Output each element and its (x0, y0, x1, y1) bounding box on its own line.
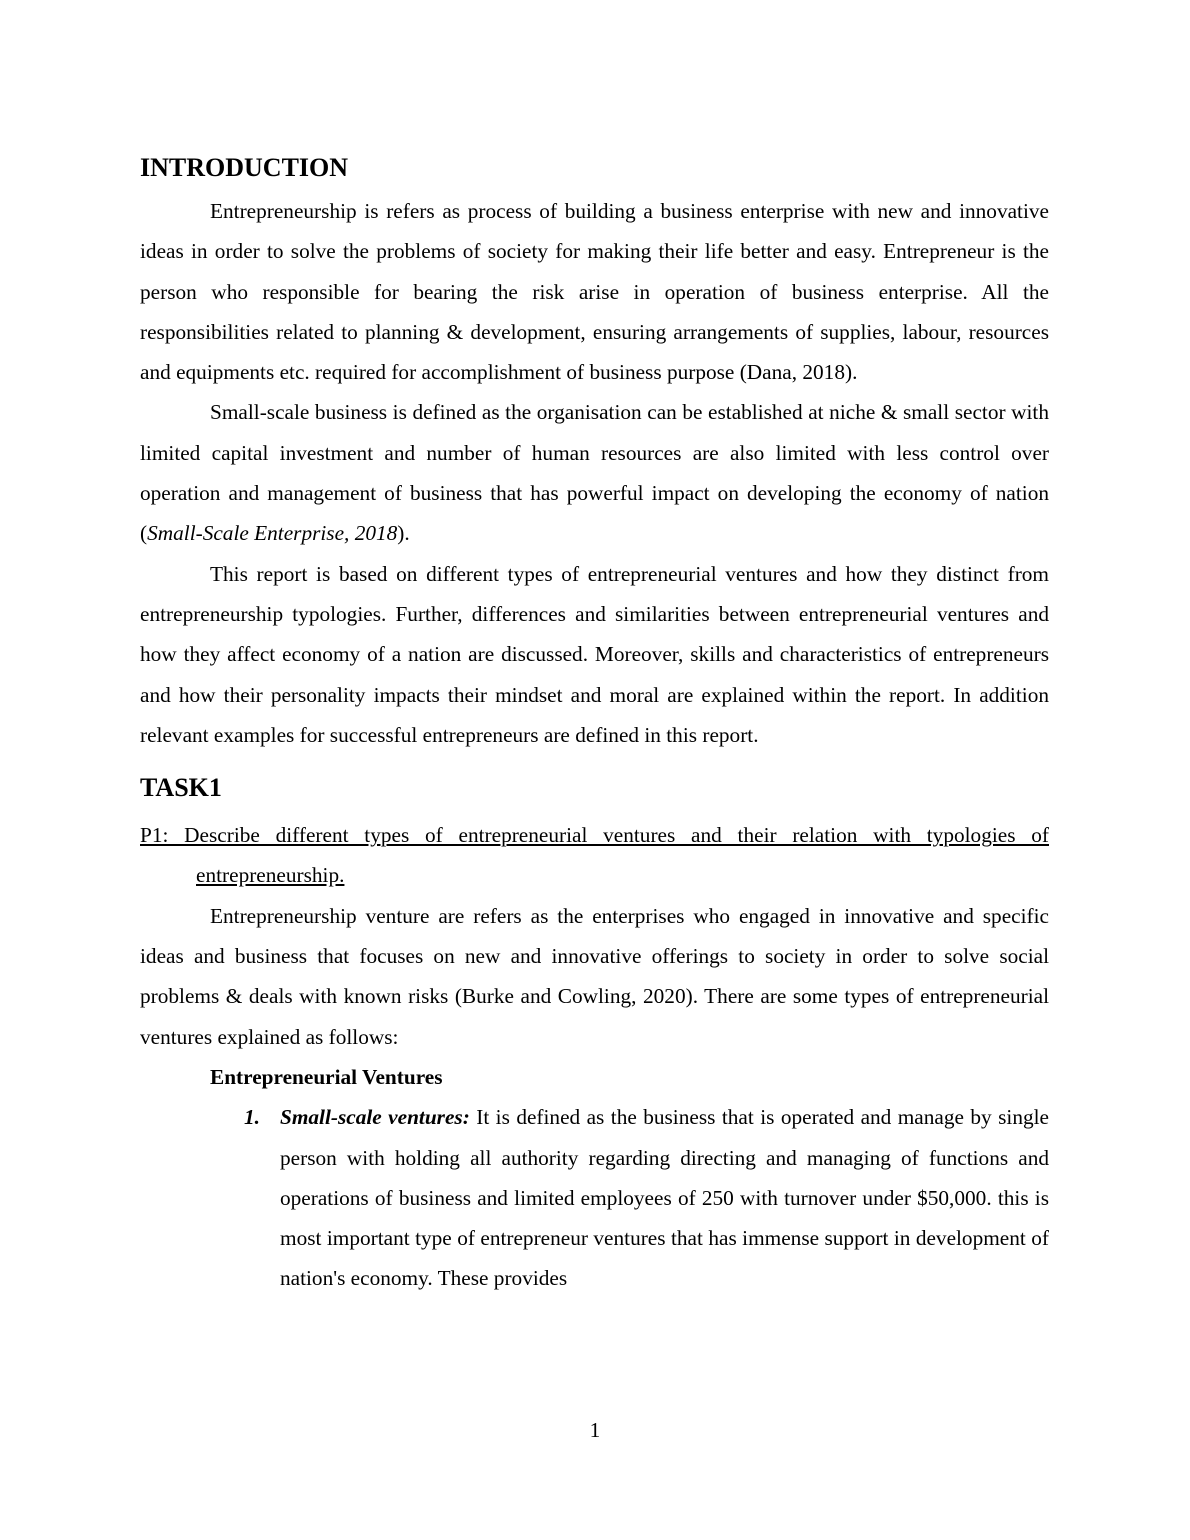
list-item-term: Small-scale ventures: (280, 1105, 470, 1130)
list-item (140, 1097, 1049, 1298)
document-page (140, 148, 1049, 1299)
intro-paragraph-2-text: Small-scale business is defined as the organisation can be established at niche & small sector with limited capital investment and number of human resources are also limited with less control over operation and management of business that has powerful impact on developing the economy of nation ( (140, 400, 1049, 546)
ventures-heading: Entrepreneurial Ventures (210, 1064, 443, 1089)
intro-paragraph-3: This report is based on different types of entrepreneurial ventures and how they distinct from entrepreneurship typologies. Further, differences and similarities between entrepreneurial ventures and how they affect economy of a nation are discussed. Moreover, skills and characteristics of entrepreneurs and how their personality impacts their mindset and moral are explained within the report. In addition relevant examples for successful entrepreneurs are defined in this report. (140, 561, 1049, 747)
intro-paragraph-2-end: ). (397, 521, 410, 546)
task1-paragraph-1: Entrepreneurship venture are refers as the enterprises who engaged in innovative and specific ideas and business that focuses on new and innovative offerings to society in order to solve social problems & deals with known risks (Burke and Cowling, 2020). There are some types of entrepreneurial ventures explained as follows: (140, 903, 1049, 1049)
page-number: 1 (589, 1418, 601, 1442)
list-item-number: 1. (244, 1105, 260, 1130)
intro-paragraph-1: Entrepreneurship is refers as process of building a business enterprise with new and innovative ideas in order to solve the problems of society for making their life better and easy. Entrepreneur is the person who responsible for bearing the risk arise in operation of business enterprise. All the responsibilities related to planning & development, ensuring arrangements of supplies, labour, resources and equipments etc. required for accomplishment of business purpose (Dana, 2018). (140, 199, 1049, 385)
citation-italic: Small-Scale Enterprise, 2018 (147, 521, 398, 546)
section-heading-introduction: INTRODUCTION (140, 153, 349, 182)
section-heading-task1: TASK1 (140, 773, 222, 803)
list-item-text: It is defined as the business that is operated and manage by single person with holding all authority regarding directing and managing of functions and operations of business and limited employees of 250 with turnover under $50,000. this is most important type of entrepreneur ventures that has immense support in development of nation's economy. These provides (280, 1105, 1049, 1291)
task-subheading-p1: P1: Describe different types of entrepreneurial ventures and their relation with typologies of entrepreneurship. (140, 823, 1049, 888)
intro-paragraph-2 (140, 392, 1049, 553)
